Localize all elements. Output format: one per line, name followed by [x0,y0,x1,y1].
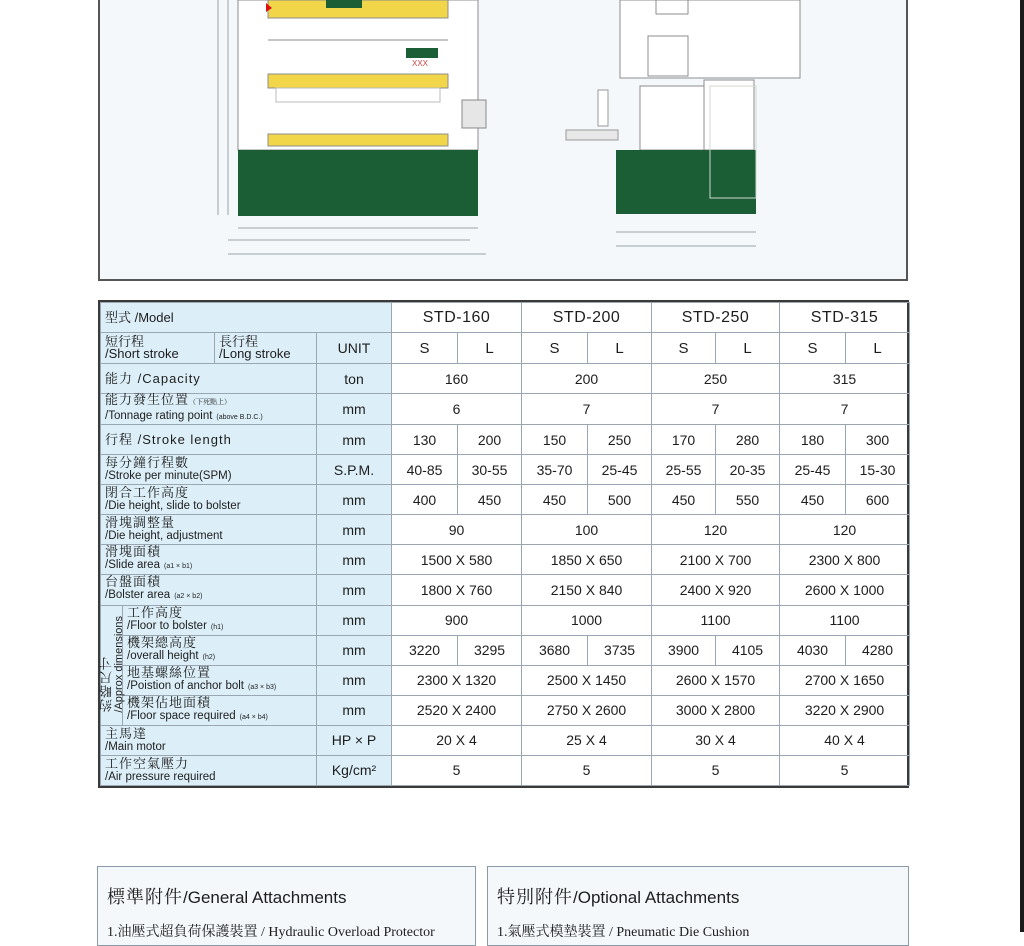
table-cell: 4280 [846,635,910,665]
approx-dimensions-group-label [101,605,123,725]
table-row [101,575,910,605]
row-note-en: (a1 × b1) [163,563,193,571]
table-cell: 120 [652,515,780,545]
row-label-zh: 行程 /Stroke length [105,431,232,447]
table-row [101,605,910,635]
table-cell: 1100 [652,605,780,635]
feeder-arm [566,130,618,140]
row-label [123,605,317,635]
row-unit: Kg/cm² [317,755,392,785]
table-row [101,394,910,425]
table-cell: 500 [588,485,652,515]
row-unit: ton [317,364,392,394]
row-label-en: /Air pressure required [105,770,216,783]
general-attachment-item: 1.油壓式超負荷保護裝置 / Hydraulic Overload Protector [107,925,435,940]
table-row [101,635,910,665]
table-cell: 200 [522,364,652,394]
spec-table-grid [100,302,910,786]
table-row [101,515,910,545]
table-cell: 3000 X 2800 [652,695,780,725]
model-std-160: STD-160 [392,303,522,333]
side-middle [640,86,706,150]
table-cell: 315 [780,364,910,394]
row-label [101,485,317,515]
table-cell: 2600 X 1570 [652,665,780,695]
table-cell: 7 [522,394,652,425]
table-cell: 25-45 [588,455,652,485]
table-cell: 30-55 [458,455,522,485]
table-cell: 1800 X 760 [392,575,522,605]
row-label [101,545,317,575]
table-cell: 6 [392,394,522,425]
optional-attachment-item: 1.氣壓式模墊裝置 / Pneumatic Die Cushion [497,925,750,940]
table-cell: 2520 X 2400 [392,695,522,725]
row-label-en: /Slide area [105,559,160,572]
row-label-zh: 滑塊面積 [105,544,162,560]
logo-block [326,0,362,8]
table-cell: 2300 X 1320 [392,665,522,695]
s-header: S [392,333,458,364]
general-attachments [97,866,476,946]
press-drawing-svg [100,0,910,281]
table-cell: 7 [652,394,780,425]
row-note-en: (a2 × b2) [174,593,203,601]
row-unit: mm [317,575,392,605]
row-unit: mm [317,425,392,455]
l-header: L [716,333,780,364]
table-cell: 4030 [780,635,846,665]
table-cell: 5 [392,755,522,785]
table-row [101,455,910,485]
table-cell: 450 [458,485,522,515]
row-label-zh: 每分鐘行程數 [105,455,190,471]
row-unit: mm [317,545,392,575]
general-title-zh: 標準附件 [107,887,183,907]
row-label [101,725,317,755]
long-stroke-label: 長行程 /Long stroke [215,333,317,364]
row-label-en: /Floor space required [127,709,236,722]
s-header: S [522,333,588,364]
optional-title-en: /Optional Attachments [573,888,740,907]
row-label-zh: 滑塊調整量 [105,515,176,531]
table-cell: 900 [392,605,522,635]
machine-label: XXX [412,59,429,68]
table-row [101,545,910,575]
table-cell: 90 [392,515,522,545]
model-std-200: STD-200 [522,303,652,333]
table-cell: 250 [652,364,780,394]
table-cell: 25-55 [652,455,716,485]
row-label [101,455,317,485]
row-label-en: /Floor to bolster [127,619,207,632]
optional-attachments [487,866,909,946]
table-row-stroke-type [101,333,910,364]
row-label-zh: 主馬達 [105,725,148,741]
row-label-en: /Tonnage rating point [105,410,213,423]
row-label-zh: 工作空氣壓力 [105,755,190,771]
row-unit: HP × P [317,725,392,755]
table-cell: 3295 [458,635,522,665]
table-cell: 130 [392,425,458,455]
table-cell: 20 X 4 [392,725,522,755]
row-unit: mm [317,695,392,725]
table-cell: 30 X 4 [652,725,780,755]
table-cell: 35-70 [522,455,588,485]
table-cell: 1850 X 650 [522,545,652,575]
l-header: L [846,333,910,364]
model-std-250: STD-250 [652,303,780,333]
row-label [123,695,317,725]
optional-title-zh: 特別附件 [497,887,573,907]
row-label-zh: 能力發生位置 [105,392,190,408]
l-header: L [458,333,522,364]
group-label-en: /Approx dimensions [113,615,125,713]
table-cell: 1500 X 580 [392,545,522,575]
row-label [101,515,317,545]
table-cell: 3220 X 2900 [780,695,910,725]
table-cell: 3900 [652,635,716,665]
table-cell: 40 X 4 [780,725,910,755]
table-cell: 450 [522,485,588,515]
nameplate-green [406,48,438,58]
l-header: L [588,333,652,364]
table-cell: 5 [780,755,910,785]
table-cell: 120 [780,515,910,545]
short-stroke-label: 短行程 /Short stroke [101,333,215,364]
row-unit: mm [317,605,392,635]
table-row [101,695,910,725]
slide-yellow [268,74,448,88]
row-unit: mm [317,515,392,545]
spec-table [98,300,909,788]
row-label-en: /Main motor [105,740,166,753]
table-cell: 3680 [522,635,588,665]
s-header: S [780,333,846,364]
row-label-en: /Stroke per minute(SPM) [105,470,232,483]
table-cell: 600 [846,485,910,515]
table-cell: 250 [588,425,652,455]
row-label-zh: 閉合工作高度 [105,485,190,501]
row-label-en: /Bolster area [105,589,171,602]
table-cell: 280 [716,425,780,455]
table-cell: 7 [780,394,910,425]
row-label [101,364,317,394]
table-cell: 20-35 [716,455,780,485]
base-green [238,150,478,216]
side-view [566,0,800,246]
row-unit: S.P.M. [317,455,392,485]
row-unit: mm [317,485,392,515]
table-cell: 2750 X 2600 [522,695,652,725]
table-row [101,665,910,695]
feeder-post [598,90,608,126]
table-cell: 300 [846,425,910,455]
row-label [101,575,317,605]
row-label-en: /Die height, adjustment [105,530,223,543]
row-unit: mm [317,635,392,665]
row-unit: mm [317,394,392,425]
table-row [101,725,910,755]
table-cell: 15-30 [846,455,910,485]
row-note-en: (above B.D.C.) [216,414,263,422]
table-cell: 5 [652,755,780,785]
table-cell: 2700 X 1650 [780,665,910,695]
table-cell: 3735 [588,635,652,665]
table-cell: 450 [652,485,716,515]
row-label [101,394,317,425]
row-label [123,665,317,695]
page-edge [1020,0,1024,932]
table-cell: 1000 [522,605,652,635]
table-cell: 2300 X 800 [780,545,910,575]
row-unit: mm [317,665,392,695]
general-attachments-title [107,883,346,909]
table-cell: 25-45 [780,455,846,485]
table-row [101,425,910,455]
unit-header: UNIT [317,333,392,364]
row-note-en: (h2) [202,653,216,661]
table-cell: 170 [652,425,716,455]
model-std-315: STD-315 [780,303,910,333]
row-label [101,425,317,455]
side-cabinet [704,80,754,150]
row-label-zh: 工作高度 [127,604,184,620]
control-panel [462,100,486,128]
row-label-zh: 台盤面積 [105,574,162,590]
table-cell: 550 [716,485,780,515]
table-cell: 2500 X 1450 [522,665,652,695]
row-note-zh: （下死點上） [189,399,232,407]
side-upper [620,0,800,78]
table-cell: 2100 X 700 [652,545,780,575]
table-row-model [101,303,910,333]
row-label-zh: 機架總高度 [127,634,198,650]
row-note-en: (h1) [210,623,224,631]
table-cell: 100 [522,515,652,545]
row-label-zh: 能力 /Capacity [105,370,201,386]
row-label-en: /Die height, slide to bolster [105,500,241,513]
bolster-yellow [268,134,448,146]
table-cell: 3220 [392,635,458,665]
front-view [218,0,486,254]
row-note-en: (a4 × b4) [239,713,268,721]
table-cell: 150 [522,425,588,455]
table-cell: 4105 [716,635,780,665]
group-label-zh: 約略尺寸 [99,656,114,713]
table-cell: 5 [522,755,652,785]
row-note-en: (a3 × b3) [248,683,277,691]
table-row [101,485,910,515]
table-cell: 200 [458,425,522,455]
table-row [101,755,910,785]
table-cell: 450 [780,485,846,515]
press-drawing [98,0,908,281]
table-cell: 180 [780,425,846,455]
model-label: 型式 /Model [101,303,392,333]
table-cell: 40-85 [392,455,458,485]
table-cell: 1100 [780,605,910,635]
table-cell: 2600 X 1000 [780,575,910,605]
table-cell: 400 [392,485,458,515]
slide-body [276,88,440,102]
table-cell: 2150 X 840 [522,575,652,605]
row-label-zh: 地基螺絲位置 [127,664,212,680]
row-label-en: /Poistion of anchor bolt [127,679,244,692]
row-label [101,755,317,785]
table-row [101,364,910,394]
optional-attachments-title [497,883,739,909]
s-header: S [652,333,716,364]
table-cell: 2400 X 920 [652,575,780,605]
row-label-en: /overall height [127,649,199,662]
general-title-en: /General Attachments [183,888,347,907]
row-label-zh: 機架佔地面積 [127,694,212,710]
table-cell: 160 [392,364,522,394]
row-label [123,635,317,665]
side-base-green [616,150,756,214]
table-cell: 25 X 4 [522,725,652,755]
